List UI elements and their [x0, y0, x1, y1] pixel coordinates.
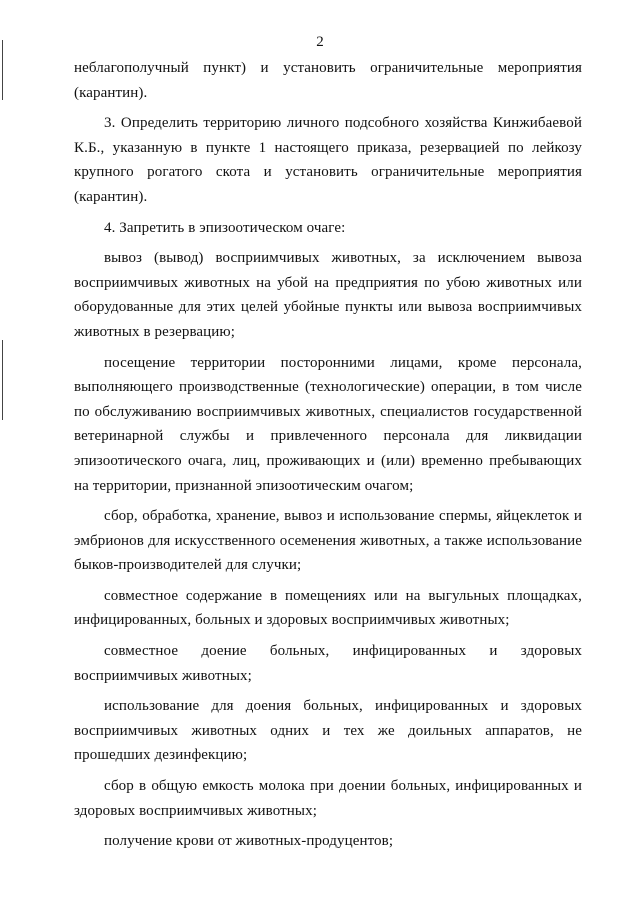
paragraph-ban-blood: получение крови от животных-продуцентов; — [104, 833, 394, 850]
paragraph-item-3: 3. Определить территорию личного подсобного хозяйства Кинжибаевой К.Б., указанную в пункте 1 настоящего приказа, резервацией по лейкозу крупного рогатого скота и установить ограничительные мероприятия (карантин). — [74, 115, 582, 205]
paragraph-continuation: неблагополучный пункт) и установить ограничительные мероприятия (карантин). — [74, 60, 582, 101]
paragraph-ban-visits: посещение территории посторонними лицами, кроме персонала, выполняющего производственные (технологические) операции, в том числе по обслуживанию восприимчивых животных, специалистов государственной ветеринарной службы и привлеченного персонала для ликвидации эпизоотического очага, лиц, проживающих и (или) временно пребывающих на территории, признанной эпизоотическим очагом; — [74, 354, 582, 494]
paragraph-ban-semen: сбор, обработка, хранение, вывоз и использование спермы, яйцеклеток и эмбрионов для искусственного осеменения животных, а также использование быков-производителей для случки; — [74, 508, 582, 574]
paragraph-ban-export: вывоз (вывод) восприимчивых животных, за исключением вывоза восприимчивых животных на убой на предприятия по убою животных или оборудованные для этих целей убойные пункты или вывоза восприимчивых животных в резервацию; — [74, 250, 582, 340]
paragraph-ban-milk-collection: сбор в общую емкость молока при доении больных, инфицированных и здоровых восприимчивых животных; — [74, 778, 582, 819]
document-body — [74, 56, 582, 854]
scan-edge-mark — [2, 340, 3, 420]
paragraph-item-4: 4. Запретить в эпизоотическом очаге: — [104, 219, 346, 236]
paragraph-ban-joint-keeping: совместное содержание в помещениях или на выгульных площадках, инфицированных, больных и здоровых восприимчивых животных; — [74, 587, 582, 629]
page-number: 2 — [316, 34, 324, 50]
scan-edge-mark — [2, 40, 3, 100]
paragraph-ban-joint-milking: совместное доение больных, инфицированных и здоровых восприимчивых животных; — [74, 643, 582, 684]
paragraph-ban-milking-apparatus: использование для доения больных, инфицированных и здоровых восприимчивых животных одних и тех же доильных аппаратов, не прошедших дезинфекцию; — [74, 698, 582, 764]
